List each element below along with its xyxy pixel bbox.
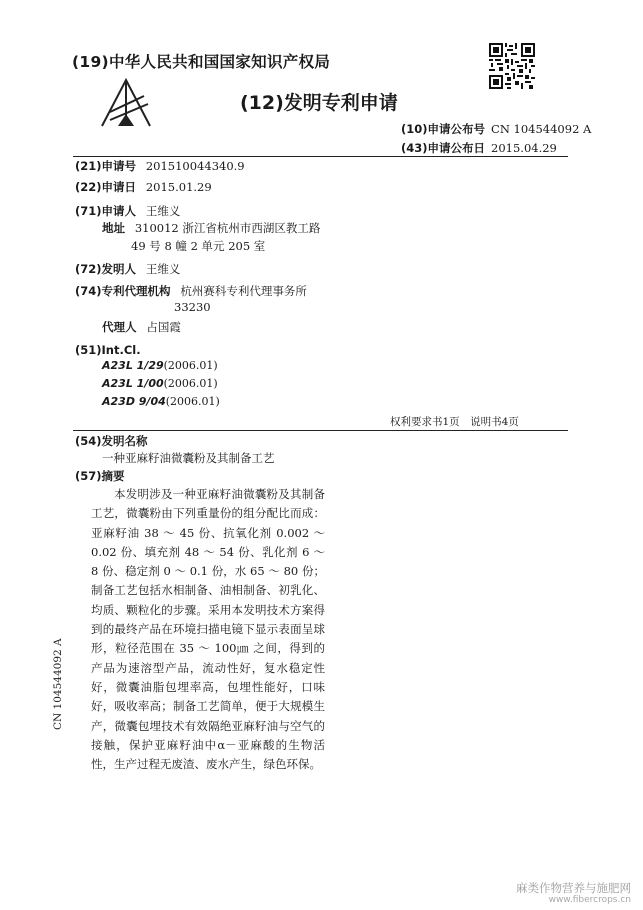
ipc-version: (2006.01) — [163, 377, 218, 390]
ipc-version: (2006.01) — [165, 395, 220, 408]
office-title: (19)中华人民共和国国家知识产权局 — [72, 53, 331, 71]
ipc-entry — [102, 395, 220, 408]
address-row — [102, 221, 320, 236]
ipc-code: A23L 1/00 — [102, 377, 164, 390]
page-counts: 权利要求书1页 说明书4页 — [390, 416, 519, 428]
ipc-version: (2006.01) — [163, 359, 218, 372]
filing-date-value: 2015.01.29 — [145, 180, 212, 194]
address-line-1: 310012 浙江省杭州市西湖区教工路 — [134, 221, 321, 235]
watermark-url: www.fibercrops.cn — [548, 895, 631, 905]
invention-name-label: (54)发明名称 — [75, 434, 148, 448]
address-label: 地址 — [102, 221, 125, 235]
application-number-value: 201510044340.9 — [145, 159, 245, 173]
invention-name-value: 一种亚麻籽油微囊粉及其制备工艺 — [102, 451, 275, 465]
int-cl-label: (51)Int.Cl. — [75, 343, 141, 357]
inventor-value: 王维义 — [145, 262, 181, 276]
watermark-title: 麻类作物营养与施肥网 — [516, 881, 631, 895]
document-type-title: (12)发明专利申请 — [240, 92, 398, 114]
agency-value: 杭州赛科专利代理事务所 — [180, 284, 307, 298]
abstract-text: 本发明涉及一种亚麻籽油微囊粉及其制备工艺，微囊粉由下列重量份的组分配比而成：亚麻籽油 38 ～ 45 份、抗氧化剂 0.002 ～ 0.02 份、填充剂 48 ～ 54 份、乳化剂 6 ～ 8 份、稳定剂 0 ～ 0.1 份，水 65 ～ 80 份；制备工艺包括水相制备、油相制备、初乳化、均质、颗粒化的步骤。采用本发明技术方案得到的最终产品在环境扫描电镜下显示表面呈球形，粒径范围在 35 ～ 100㎛ 之间，得到的产品为速溶型产品，流动性好，复水稳定性好，微囊油脂包埋率高，包埋性能好，口味好，吸收率高；制备工艺简单，便于大规模生产，微囊包埋技术有效隔绝亚麻籽油与空气的接触，保护亚麻籽油中α－亚麻酸的生物活性，生产过程无废渣、废水产生，绿色环保。 — [91, 487, 325, 772]
publication-number-label: (10)申请公布号 — [401, 122, 486, 136]
ipc-entry — [102, 377, 218, 390]
ipc-entry — [102, 359, 218, 372]
ipc-code: A23D 9/04 — [102, 395, 166, 408]
publication-number-row — [401, 121, 591, 137]
cnipa-emblem-icon — [96, 74, 158, 132]
filing-date-label: (22)申请日 — [75, 180, 137, 194]
publication-date-value: 2015.04.29 — [491, 141, 557, 155]
agent-label: 代理人 — [102, 320, 137, 334]
publication-date-row — [401, 140, 557, 156]
inventor-row — [75, 262, 180, 277]
agent-row — [102, 320, 181, 335]
applicant-value: 王维义 — [145, 204, 181, 218]
agency-code: 33230 — [174, 300, 211, 314]
header-divider — [73, 156, 568, 157]
side-publication-number: CN 104544092 A — [52, 638, 64, 730]
filing-date-row — [75, 180, 212, 195]
address-line-2: 49 号 8 幢 2 单元 205 室 — [131, 239, 266, 253]
agency-label: (74)专利代理机构 — [75, 284, 171, 298]
applicant-label: (71)申请人 — [75, 204, 137, 218]
biblio-divider — [73, 430, 568, 431]
ipc-code: A23L 1/29 — [102, 359, 164, 372]
applicant-row — [75, 204, 180, 219]
publication-date-label: (43)申请公布日 — [401, 141, 486, 155]
publication-number-value: CN 104544092 A — [491, 122, 592, 136]
qr-code-icon — [489, 43, 535, 89]
agency-row — [75, 284, 307, 299]
inventor-label: (72)发明人 — [75, 262, 137, 276]
agent-value: 占国霞 — [146, 320, 181, 334]
abstract-label: (57)摘要 — [75, 469, 125, 483]
application-number-row — [75, 159, 245, 174]
application-number-label: (21)申请号 — [75, 159, 137, 173]
